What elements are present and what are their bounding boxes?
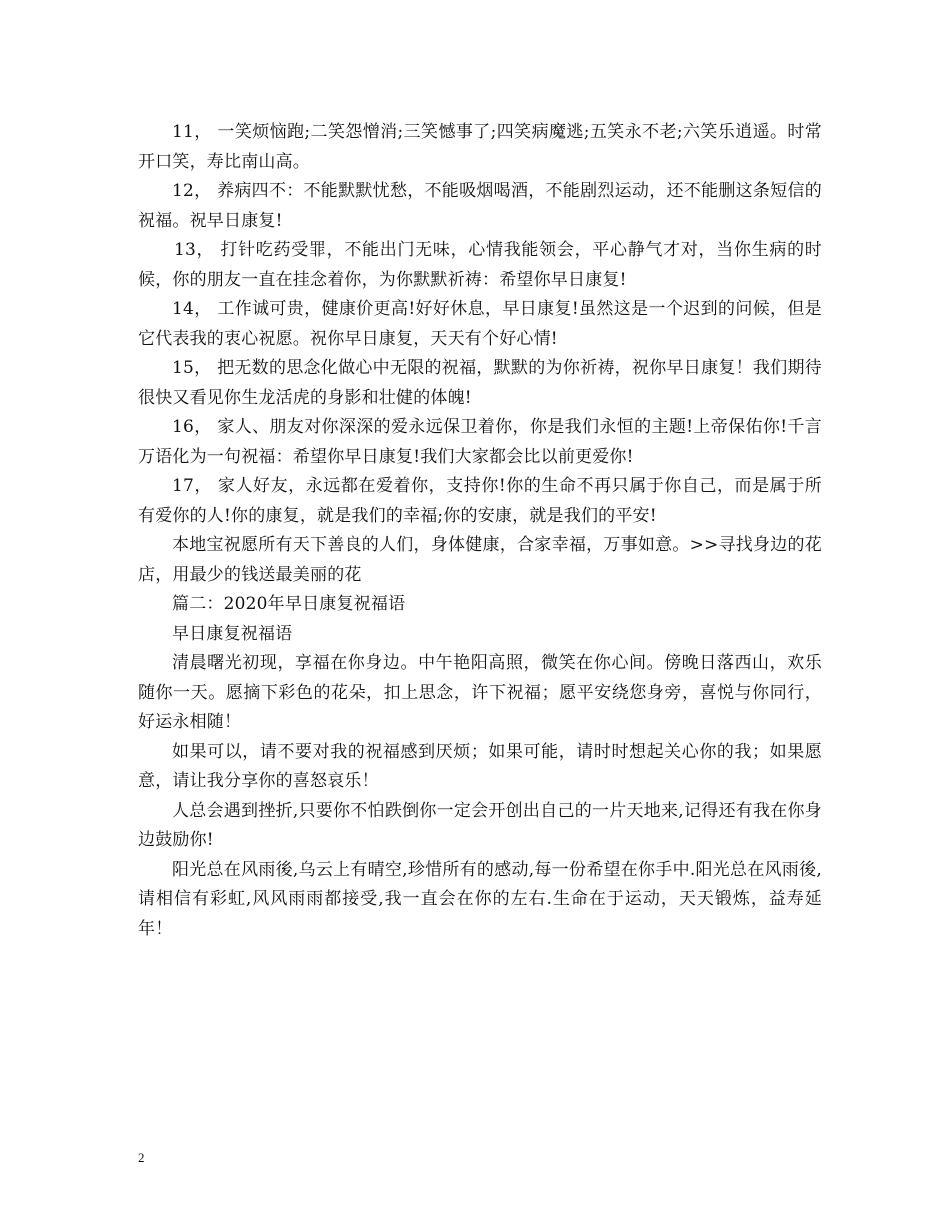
paragraph-16: 16， 家人、朋友对你深深的爱永远保卫着你，你是我们永恒的主题!上帝保佑你!千言万语化为一句祝福：希望你早日康复!我们大家都会比以前更爱你! [138,417,822,467]
paragraph-11: 11， 一笑烦恼跑;二笑怨憎消;三笑憾事了;四笑病魔逃;五笑永不老;六笑乐逍遥。时常开口笑，寿比南山高。 [138,122,822,172]
paragraph-if-possible: 如果可以，请不要对我的祝福感到厌烦；如果可能，请时时想起关心你的我；如果愿意，请让我分享你的喜怒哀乐！ [138,741,822,791]
section-heading: 篇二：2020年早日康复祝福语 [172,594,406,614]
section-subtitle: 早日康复祝福语 [172,623,293,644]
paragraph-morning-blessing: 清晨曙光初现，享福在你身边。中午艳阳高照，微笑在你心间。傍晚日落西山，欢乐随你一天。愿摘下彩色的花朵，扣上思念，许下祝福；愿平安绕您身旁，喜悦与你同行，好运永相随！ [138,653,822,732]
page-number: 2 [138,1150,145,1165]
paragraph-14: 14， 工作诚可贵，健康价更高!好好休息，早日康复!虽然这是一个迟到的问候，但是它代表我的衷心祝愿。祝你早日康复，天天有个好心情! [138,299,822,349]
paragraph-15: 15， 把无数的思念化做心中无限的祝福，默默的为你祈祷，祝你早日康复！我们期待很快又看见你生龙活虎的身影和壮健的体魄! [138,358,822,408]
paragraph-sunshine: 阳光总在风雨後,乌云上有晴空,珍惜所有的感动,每一份希望在你手中.阳光总在风雨後,请相信有彩虹,风风雨雨都接受,我一直会在你的左右.生命在于运动，天天锻炼，益寿延年！ [138,859,822,939]
document-body [138,118,822,944]
paragraph-setbacks: 人总会遇到挫折,只要你不怕跌倒你一定会开创出自己的一片天地来,记得还有我在你身边鼓励你! [138,800,822,850]
paragraph-local-wishes: 本地宝祝愿所有天下善良的人们，身体健康，合家幸福，万事如意。>>寻找身边的花店，用最少的钱送最美丽的花 [138,535,822,585]
paragraph-12: 12， 养病四不：不能默默忧愁，不能吸烟喝酒，不能剧烈运动，还不能删这条短信的祝福。祝早日康复! [138,181,822,231]
paragraph-13: 13， 打针吃药受罪，不能出门无味，心情我能领会，平心静气才对，当你生病的时候，你的朋友一直在挂念着你，为你默默祈祷：希望你早日康复! [138,240,822,290]
paragraph-17: 17， 家人好友，永远都在爱着你，支持你!你的生命不再只属于你自己，而是属于所有爱你的人!你的康复，就是我们的幸福;你的安康，就是我们的平安! [138,476,822,526]
